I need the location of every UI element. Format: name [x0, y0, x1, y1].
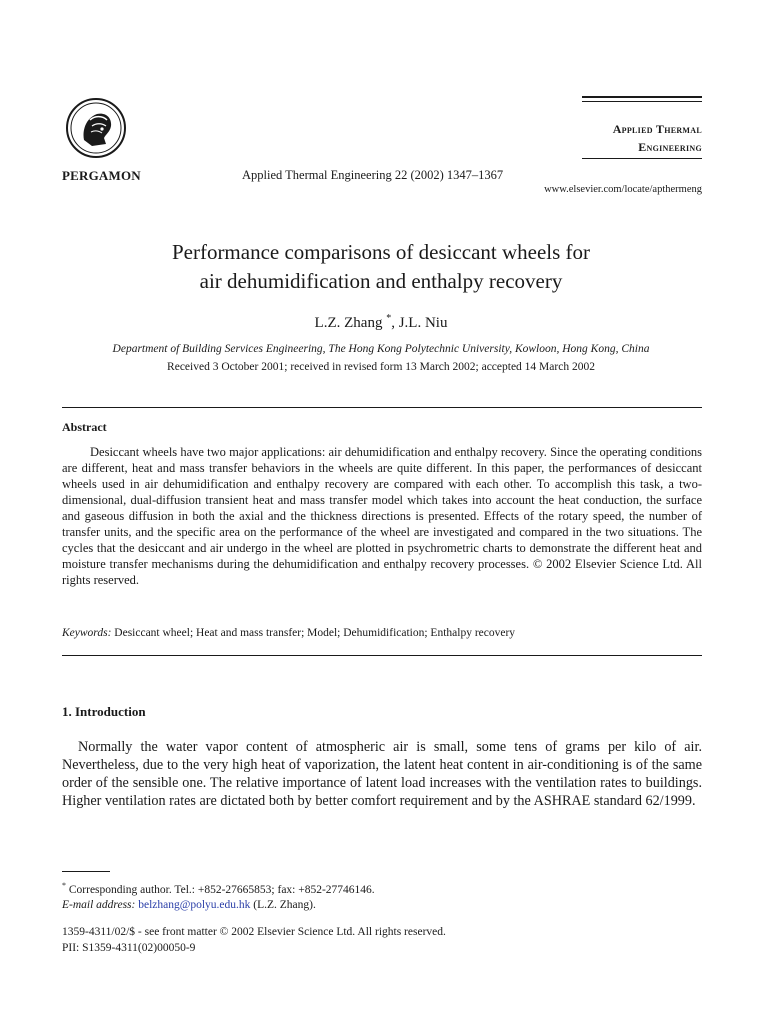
email-link[interactable]: belzhang@polyu.edu.hk: [138, 899, 251, 912]
author-separator: ,: [391, 315, 399, 331]
received-dates: Received 3 October 2001; received in revised form 13 March 2002; accepted 14 March 2002: [167, 361, 595, 373]
affiliation: Department of Building Services Engineering, The Hong Kong Polytechnic University, Kowloon, Hong Kong, China: [112, 343, 650, 355]
journal-rule-top-thin: [582, 101, 702, 102]
title-line1: Performance comparisons of desiccant wheels for: [171, 240, 591, 264]
abstract-body: Desiccant wheels have two major applications: air dehumidification and enthalpy recovery. Since the operating conditions are different, heat and mass transfer behaviors in the wheels are quite different. In this paper, the performances of desiccant wheels used in air dehumidification and enthalpy recovery are compared with each other. To accomplish this task, a two-dimensional, dual-diffusion transient heat and mass transfer model which takes into account the heat conduction, the surface and gaseous diffusion in both the axial and the thickness directions is presented. Effects of the rotary speed, the number of transfer units, and the specific area on the performance of the wheel are investigated and compared in the two situations. The cycles that the desiccant and air undergo in the wheel are plotted in psychrometric charts to demonstrate the different heat and moisture transfer mechanisms during the dehumidification and enthalpy recovery processes. © 2002 Elsevier Science Ltd. All rights reserved.: [62, 445, 702, 587]
journal-url[interactable]: www.elsevier.com/locate/apthermeng: [544, 184, 702, 195]
corresponding-mark: *: [386, 313, 392, 324]
journal-rule-bottom: [582, 158, 702, 159]
abstract-top-rule: [62, 407, 702, 408]
introduction-body: Normally the water vapor content of atmospheric air is small, some tens of grams per kilo of air. Nevertheless, due to the very high heat of vaporization, the latent heat content in air-conditioning is of the same order of the sensible one. The relative importance of latent load increases with the ventilation rates to buildings. Higher ventilation rates are dictated both by better comfort requirement and by the ASHRAE standard 62/1999.: [62, 739, 702, 809]
journal-name-line1: Applied Thermal: [612, 122, 702, 136]
email-suffix: (L.Z. Zhang).: [250, 899, 316, 912]
copyright-block: [62, 924, 702, 956]
copyright-line: 1359-4311/02/$ - see front matter © 2002 Elsevier Science Ltd. All rights reserved.: [62, 926, 446, 938]
abstract-bottom-rule: [62, 655, 702, 656]
journal-name-line2: Engineering: [638, 140, 702, 154]
article-title: [60, 238, 702, 296]
footnote: [62, 878, 702, 914]
footnote-email-line: [62, 898, 702, 914]
abstract-heading: Abstract: [62, 420, 107, 434]
footnote-mark: *: [62, 881, 66, 890]
title-line2: air dehumidification and enthalpy recovery: [199, 269, 563, 293]
keywords-list: Desiccant wheel; Heat and mass transfer; Model; Dehumidification; Enthalpy recovery: [111, 627, 516, 639]
publisher-logo: [64, 96, 128, 160]
journal-rule-top: [582, 96, 702, 98]
author-list: [60, 313, 702, 332]
publisher-name: PERGAMON: [62, 168, 141, 183]
footnote-rule: [62, 871, 110, 872]
footnote-corresponding: [62, 878, 702, 898]
author-1: L.Z. Zhang: [314, 315, 383, 331]
author-2: J.L. Niu: [398, 315, 448, 331]
email-label: E-mail address:: [62, 899, 136, 912]
section-heading-introduction: 1. Introduction: [62, 704, 146, 719]
keywords-label: Keywords:: [62, 627, 112, 639]
journal-reference: Applied Thermal Engineering 22 (2002) 1347–1367: [242, 168, 504, 182]
journal-name: [560, 120, 702, 156]
footnote-contact: Corresponding author. Tel.: +852-27665853; fax: +852-27746146.: [66, 883, 375, 896]
keywords: [62, 627, 702, 639]
pii-line: PII: S1359-4311(02)00050-9: [62, 942, 196, 954]
